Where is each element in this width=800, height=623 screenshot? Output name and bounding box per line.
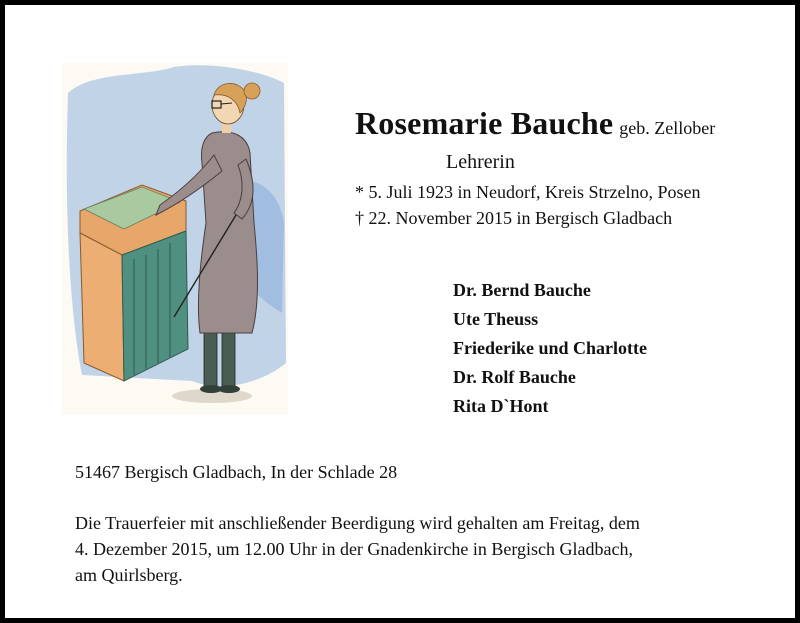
deceased-name-line <box>355 105 715 142</box>
deceased-name: Rosemarie Bauche <box>355 105 614 141</box>
funeral-details <box>75 510 715 588</box>
mourners-list <box>453 276 647 421</box>
profession: Lehrerin <box>446 151 515 173</box>
mourner-name: Ute Theuss <box>453 309 539 329</box>
mourner-name: Friederike und Charlotte <box>453 338 647 358</box>
birth-name: geb. Zellober <box>619 118 716 138</box>
family-address: 51467 Bergisch Gladbach, In der Schlade 28 <box>75 462 398 482</box>
birth-date: * 5. Juli 1923 in Neudorf, Kreis Strzelno, Posen <box>355 182 701 202</box>
mourner-name: Dr. Rolf Bauche <box>453 367 576 387</box>
funeral-line: 4. Dezember 2015, um 12.00 Uhr in der Gnadenkirche in Bergisch Gladbach, <box>75 539 634 559</box>
mourner-name: Dr. Bernd Bauche <box>453 280 591 300</box>
teacher-at-lectern-illustration <box>62 63 288 415</box>
life-dates <box>355 179 700 231</box>
mourner-name: Rita D`Hont <box>453 396 549 416</box>
funeral-line: Die Trauerfeier mit anschließender Beerdigung wird gehalten am Freitag, dem <box>75 513 640 533</box>
funeral-line: am Quirlsberg. <box>75 565 183 585</box>
death-date: † 22. November 2015 in Bergisch Gladbach <box>355 208 673 228</box>
